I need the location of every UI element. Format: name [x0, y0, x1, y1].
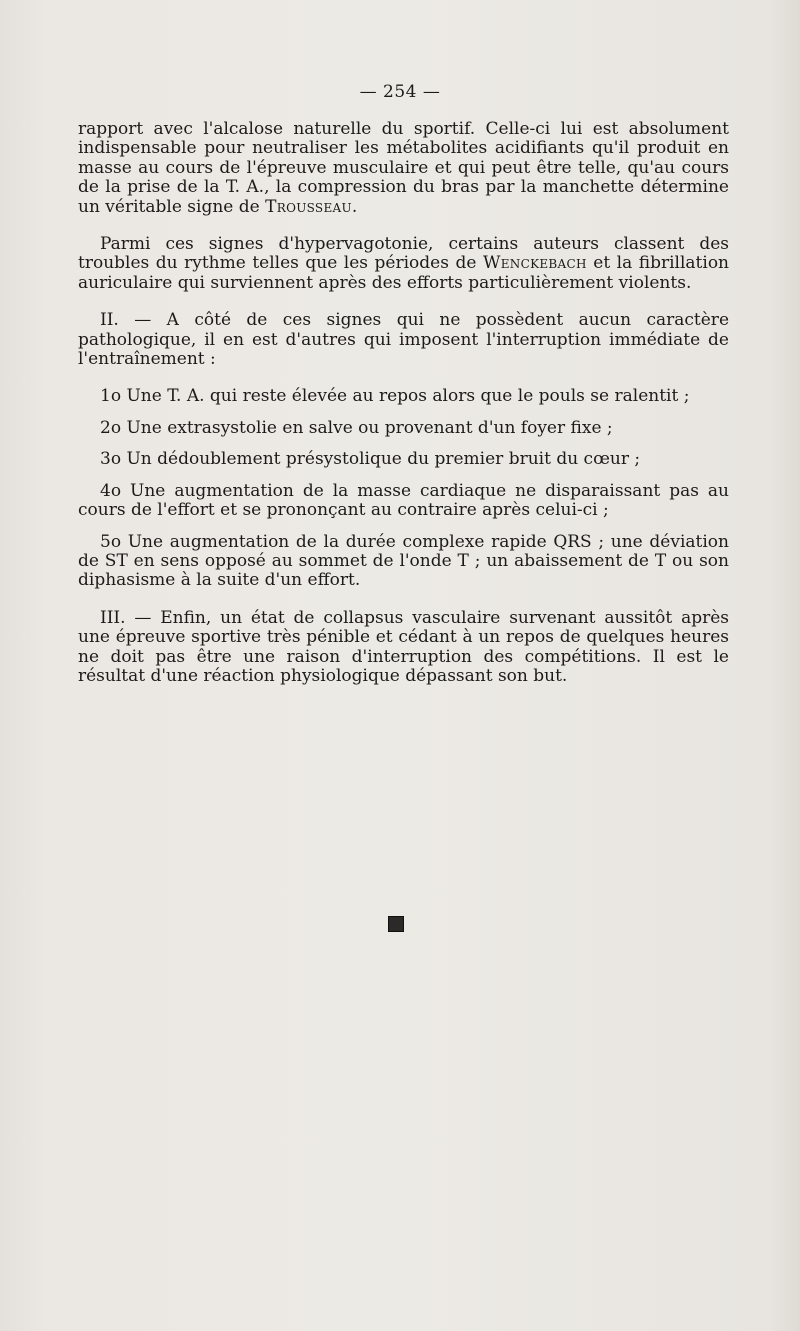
paragraph-section-iii: III. — Enfin, un état de collapsus vasculaire survenant aussitôt après une épreuve sportive très pénible et cédant à un repos de quelques heures ne doit pas être une raison d'interruption des compétitions. Il est le résultat d'une réaction physiologique dépassant son but.	[78, 607, 729, 686]
printed-square-mark	[388, 916, 404, 932]
paragraph-text: .	[351, 196, 358, 217]
list-item-3: 3o Un dédoublement présystolique du premier bruit du cœur ;	[100, 449, 641, 470]
list-item-5: 5o Une augmentation de la durée complexe rapide QRS ; une déviation de ST en sens opposé au sommet de l'onde T ; un abaissement de T ou son diphasisme à la suite d'un effort.	[78, 531, 729, 591]
paragraph-text: Parmi ces signes d'hypervagotonie, certains auteurs classent des troubles du rythme telles que les périodes de	[78, 234, 729, 274]
paragraph-alkalosis	[78, 120, 729, 217]
body-text	[78, 120, 729, 686]
paragraph-section-ii: II. — A côté de ces signes qui ne possèdent aucun caractère pathologique, il en est d'autres qui imposent l'interruption immédiate de l'entraînement :	[78, 310, 729, 370]
author-name-trousseau: Trousseau	[265, 196, 352, 217]
paragraph-hypervagotonie	[78, 235, 729, 293]
paragraph-text: rapport avec l'alcalose naturelle du sportif. Celle-ci lui est absolument indispensable pour neutraliser les métabolites acidifiants qu'il produit en masse au cours de l'épreuve musculaire et qui peut être telle, qu'au cours de la prise de la T. A., la compression du bras par la manchette détermine un véritable signe de	[78, 119, 729, 217]
list-item-4: 4o Une augmentation de la masse cardiaque ne disparaissant pas au cours de l'effort et se prononçant au contraire après celui-ci ;	[78, 480, 729, 521]
author-name-wenckebach: Wenckebach	[482, 253, 587, 274]
list-item-1: 1o Une T. A. qui reste élevée au repos alors que le pouls se ralentit ;	[100, 386, 690, 407]
list-item-2: 2o Une extrasystolie en salve ou provenant d'un foyer fixe ;	[100, 417, 613, 438]
paragraph-text: et la fibrillation auriculaire qui surviennent après des efforts particulièrement violents.	[78, 253, 730, 293]
page-number: — 254 —	[359, 82, 441, 102]
